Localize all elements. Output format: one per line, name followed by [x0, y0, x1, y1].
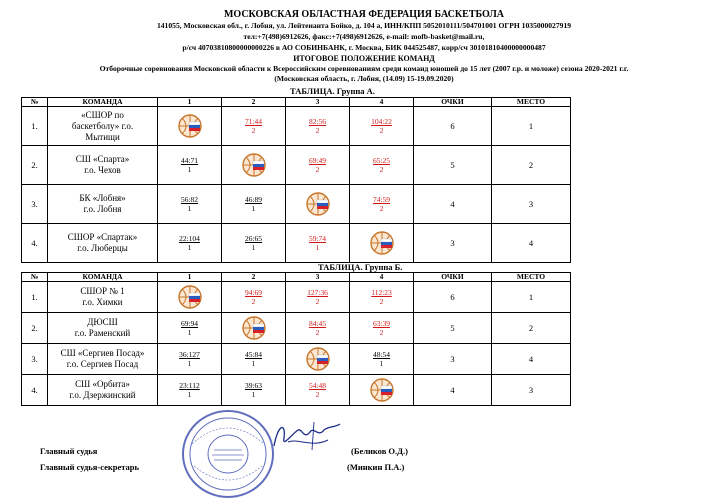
game-score: 127:36	[307, 288, 328, 297]
score-cell	[286, 146, 350, 185]
place-cell: 3	[492, 375, 571, 406]
game-points: 1	[251, 243, 256, 252]
team-name-line: г.о. Химки	[82, 297, 123, 307]
column-header: 3	[286, 98, 350, 107]
game-points: 1	[251, 204, 256, 213]
table-header-row	[22, 98, 571, 107]
score-cell	[350, 344, 414, 375]
game-score: 84:45	[308, 319, 327, 328]
game-score: 36:127	[179, 350, 200, 359]
team-name	[48, 185, 158, 224]
federation-contacts: тел:+7(498)6912626, факс:+7(498)6912626, e-mail: mofb-basket@mail.ru,	[243, 32, 485, 41]
column-header: 3	[286, 273, 350, 282]
place-cell: 2	[492, 146, 571, 185]
column-header: 2	[222, 98, 286, 107]
basketball-flag-logo-icon	[304, 346, 332, 372]
team-name-line: СШ «Сергиев Посад»	[60, 348, 145, 358]
column-header: МЕСТО	[492, 98, 571, 107]
diagonal-cell	[350, 375, 414, 406]
column-header: 4	[350, 98, 414, 107]
group-a-table	[21, 97, 571, 263]
team-name-line: баскетболу» г.о.	[71, 120, 134, 131]
table-row	[22, 313, 571, 344]
column-header: КОМАНДА	[48, 98, 158, 107]
game-points: 2	[379, 126, 384, 135]
points-cell: 5	[414, 146, 492, 185]
game-points: 1	[187, 359, 192, 368]
game-score: 69:94	[180, 319, 199, 328]
game-score: 45:84	[244, 350, 263, 359]
score-cell	[350, 282, 414, 313]
score-cell	[222, 282, 286, 313]
game-points: 2	[379, 204, 384, 213]
column-header: ОЧКИ	[414, 273, 492, 282]
federation-address: 141055, Московская обл., г. Лобня, ул. Лейтенанта Бойко, д. 104 а, ИНН/КПП 5052010111/504701001 ОГРН 1035000027919	[156, 21, 572, 30]
team-name-line: Мытищи	[85, 131, 120, 142]
game-score: 48:54	[372, 350, 391, 359]
score-cell	[286, 282, 350, 313]
game-score: 94:69	[244, 288, 263, 297]
team-name-line: БК «Лобня»	[79, 193, 126, 203]
basketball-flag-logo-icon	[368, 377, 396, 403]
team-name	[48, 282, 158, 313]
table-row	[22, 375, 571, 406]
game-score: 65:25	[372, 156, 391, 165]
team-name-line: г.о. Дзержинский	[69, 390, 136, 400]
game-score: 104:22	[371, 117, 392, 126]
game-score: 46:89	[244, 195, 263, 204]
table-header-row	[22, 273, 571, 282]
row-number: 4.	[22, 224, 48, 263]
group-b-caption: ТАБЛИЦА. Группа Б.	[318, 262, 403, 272]
score-cell	[222, 107, 286, 146]
federation-name: МОСКОВСКАЯ ОБЛАСТНАЯ ФЕДЕРАЦИЯ БАСКЕТБОЛА	[223, 9, 504, 20]
table-row	[22, 185, 571, 224]
game-score: 23:112	[179, 381, 200, 390]
row-number: 1.	[22, 107, 48, 146]
place-cell: 4	[492, 344, 571, 375]
points-cell: 6	[414, 107, 492, 146]
score-cell	[350, 185, 414, 224]
row-number: 3.	[22, 344, 48, 375]
team-name	[48, 107, 158, 146]
secretary-label: Главный судья-секретарь	[40, 462, 140, 472]
game-score: 112:23	[371, 288, 392, 297]
diagonal-cell	[222, 146, 286, 185]
event-description: Отборочные соревнования Московской области к Всероссийским соревнованиям среди команд юношей до 15 лет (2007 г.р. и моложе) сезона 2020-2021 г.г.	[99, 64, 629, 73]
game-score: 63:39	[372, 319, 391, 328]
game-score: 39:63	[244, 381, 263, 390]
column-header: ОЧКИ	[414, 98, 492, 107]
diagonal-cell	[158, 107, 222, 146]
table-row	[22, 107, 571, 146]
game-points: 1	[315, 243, 320, 252]
game-points: 2	[379, 297, 384, 306]
event-place: (Московская область, г. Лобня, (14.09) 15-19.09.2020)	[274, 74, 454, 83]
points-cell: 4	[414, 185, 492, 224]
team-name	[48, 375, 158, 406]
game-points: 1	[187, 204, 192, 213]
team-name-line: СШ «Орбита»	[75, 379, 130, 389]
team-name-line: г.о. Чехов	[84, 165, 121, 175]
score-cell	[222, 344, 286, 375]
score-cell	[286, 224, 350, 263]
score-cell	[158, 185, 222, 224]
game-points: 2	[379, 328, 384, 337]
round-seal-stamp	[178, 404, 278, 498]
team-name-line: г.о. Сергиев Посад	[66, 359, 139, 369]
place-cell: 3	[492, 185, 571, 224]
basketball-flag-logo-icon	[304, 191, 332, 217]
score-cell	[350, 146, 414, 185]
secretary-name: (Минкин П.А.)	[347, 462, 405, 472]
game-score: 54:48	[308, 381, 327, 390]
game-points: 2	[315, 165, 320, 174]
basketball-flag-logo-icon	[368, 230, 396, 256]
basketball-flag-logo-icon	[240, 152, 268, 178]
points-cell: 3	[414, 224, 492, 263]
score-cell	[286, 107, 350, 146]
column-header: КОМАНДА	[48, 273, 158, 282]
score-cell	[350, 313, 414, 344]
group-b-table	[21, 272, 571, 406]
points-cell: 3	[414, 344, 492, 375]
game-points: 2	[315, 297, 320, 306]
row-number: 2.	[22, 313, 48, 344]
team-name-line: «СШОР по	[81, 109, 124, 120]
game-points: 1	[187, 243, 192, 252]
game-score: 71:44	[244, 117, 263, 126]
column-header: №	[22, 273, 48, 282]
score-cell	[158, 146, 222, 185]
handwritten-signature	[268, 418, 348, 454]
game-points: 2	[251, 297, 256, 306]
document-title: ИТОГОВОЕ ПОЛОЖЕНИЕ КОМАНД	[293, 54, 435, 63]
column-header: №	[22, 98, 48, 107]
team-name	[48, 224, 158, 263]
score-cell	[222, 224, 286, 263]
game-score: 82:56	[308, 117, 327, 126]
row-number: 2.	[22, 146, 48, 185]
score-cell	[158, 375, 222, 406]
diagonal-cell	[222, 313, 286, 344]
score-cell	[286, 375, 350, 406]
team-name-line: г.о. Раменский	[74, 328, 131, 338]
points-cell: 5	[414, 313, 492, 344]
chief-judge-label: Главный судья	[40, 446, 98, 456]
place-cell: 1	[492, 282, 571, 313]
game-points: 2	[251, 126, 256, 135]
diagonal-cell	[286, 185, 350, 224]
team-name-line: г.о. Лобня	[83, 204, 122, 214]
team-name-line: ДЮСШ	[87, 317, 118, 327]
score-cell	[158, 313, 222, 344]
team-name-line: СШОР «Спартак»	[67, 232, 138, 242]
score-cell	[158, 344, 222, 375]
game-points: 2	[315, 390, 320, 399]
column-header: 1	[158, 98, 222, 107]
game-points: 1	[187, 390, 192, 399]
column-header: 2	[222, 273, 286, 282]
chief-judge-name: (Беликов О.Д.)	[351, 446, 408, 456]
game-score: 59:74	[308, 234, 327, 243]
score-cell	[222, 185, 286, 224]
basketball-flag-logo-icon	[176, 284, 204, 310]
team-name-line: г.о. Люберцы	[77, 243, 128, 253]
team-name	[48, 344, 158, 375]
basketball-flag-logo-icon	[240, 315, 268, 341]
game-points: 2	[315, 328, 320, 337]
game-points: 2	[379, 165, 384, 174]
game-score: 69:49	[308, 156, 327, 165]
team-name	[48, 313, 158, 344]
row-number: 1.	[22, 282, 48, 313]
game-points: 1	[379, 359, 384, 368]
game-points: 1	[187, 165, 192, 174]
game-points: 1	[251, 359, 256, 368]
score-cell	[222, 375, 286, 406]
column-header: 1	[158, 273, 222, 282]
table-row	[22, 224, 571, 263]
game-points: 2	[315, 126, 320, 135]
game-score: 56:82	[180, 195, 199, 204]
game-points: 1	[251, 390, 256, 399]
game-points: 1	[187, 328, 192, 337]
team-name-line: СШОР № 1	[80, 286, 125, 296]
team-name-line: СШ «Спарта»	[75, 154, 130, 164]
place-cell: 2	[492, 313, 571, 344]
diagonal-cell	[286, 344, 350, 375]
table-row	[22, 282, 571, 313]
place-cell: 1	[492, 107, 571, 146]
points-cell: 4	[414, 375, 492, 406]
column-header: 4	[350, 273, 414, 282]
game-score: 74:59	[372, 195, 391, 204]
game-score: 26:65	[244, 234, 263, 243]
score-cell	[286, 313, 350, 344]
game-score: 22:104	[179, 234, 200, 243]
score-cell	[350, 107, 414, 146]
group-a-caption: ТАБЛИЦА. Группа А.	[290, 86, 375, 96]
points-cell: 6	[414, 282, 492, 313]
diagonal-cell	[158, 282, 222, 313]
team-name	[48, 146, 158, 185]
place-cell: 4	[492, 224, 571, 263]
diagonal-cell	[350, 224, 414, 263]
row-number: 4.	[22, 375, 48, 406]
table-row	[22, 344, 571, 375]
column-header: МЕСТО	[492, 273, 571, 282]
row-number: 3.	[22, 185, 48, 224]
game-score: 44:71	[180, 156, 199, 165]
table-row	[22, 146, 571, 185]
federation-bank: р/сч 40703810800000000226 в АО СОБИНБАНК, г. Москва, БИК 044525487, корр/сч 30101810400000000487	[182, 43, 546, 52]
basketball-flag-logo-icon	[176, 113, 204, 139]
score-cell	[158, 224, 222, 263]
